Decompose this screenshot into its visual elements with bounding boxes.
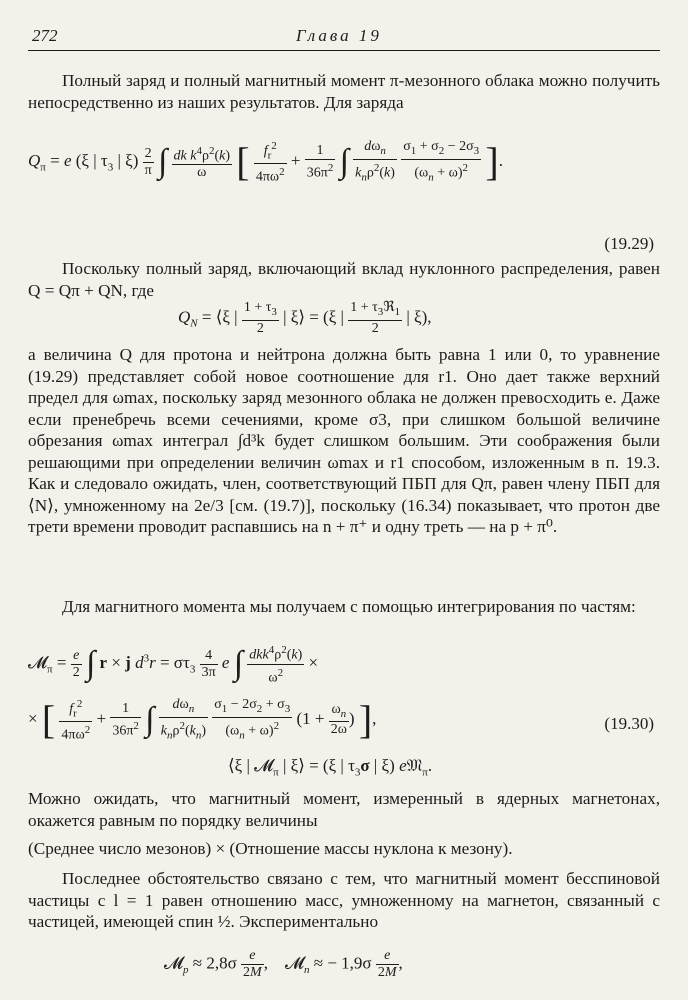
paragraph-7: Последнее обстоятельство связано с тем, что магнитный момент бесспиновой частицы с l = 1 равен отношению масс, умноженному на магнетон, связанный с частицей, имеющей спин ½. Экспериментально — [28, 869, 660, 931]
paragraph-2: Поскольку полный заряд, включающий вклад нуклонного распределения, равен Q = Qπ + QN, где — [28, 259, 660, 300]
paragraph-1: Полный заряд и полный магнитный момент π-мезонного облака можно получить непосредственно из наших результатов. Для заряда — [28, 71, 660, 112]
running-header — [28, 26, 660, 51]
equation-19-29: $Q_\pi = e$ (ξ | $\tau_3$ | ξ) $\frac{2}{\pi}$ ∫ $\frac{dk k^4\rho^2(k)}{\omega}$ [ $\frac{f_r^2}{4\pi\omega^2}$ + $\frac{1}{36\pi^2}$ ∫ $\frac{d\omega_n}{k_n\rho^2(k)}$ $\frac{\sigma_1 + \sigma_2 - 2\sigma_3}{(\omega_n + \omega)^2}$ ]. — [28, 138, 503, 186]
equation-number-19-30: (19.30) — [604, 714, 654, 733]
equation-moments: 𝓜$_p$ ≈ 2,8σ $\frac{e}{2M}$ , 𝓜$_n$ ≈ − 1,9σ $\frac{e}{2M}$ , — [164, 948, 403, 980]
paragraph-3: а величина Q для протона и нейтрона должна быть равна 1 или 0, то уравнение (19.29) представляет собой новое соотношение для r1. Оно дает также верхний предел для ωmax, поскольку заряд мезонного облака не должен превосходить e. Даже если пренебречь всеми сечениями, кроме σ3, при слишком большой величине обрезания ωmax интеграл ∫d³k будет слишком большим. Эти соображения были решающими при определении величин ωmax и r1 способом, изложенным в п. 19.3. Как и следовало ожидать, член, соответствующий ПБП для Qπ, равен члену ПБП для ⟨N⟩, умноженному на 2e/3 [см. (19.7)], поскольку (16.34) показывает, что протон две трети времени проводит распавшись на n + π⁺ и одну треть — на p + π⁰. — [28, 345, 660, 536]
page — [28, 26, 660, 980]
equation-qn: $Q_N$ = ⟨ξ | $\frac{1 + \tau_3}{2}$ | ξ⟩ = (ξ | $\frac{1 + \tau_3ℜ_1}{2}$ | ξ), — [178, 300, 432, 336]
chapter-title: Глава 19 — [296, 26, 382, 45]
equation-number-19-29: (19.29) — [604, 234, 654, 253]
paragraph-6: (Среднее число мезонов) × (Отношение массы нуклона к мезону). — [28, 839, 513, 858]
page-number: 272 — [32, 26, 58, 45]
equation-19-30: 𝓜$_\pi$ = $\frac{e}{2}$ ∫ r × j $d^3r = \sigma\tau_3$ $\frac{4}{3\pi}$ e ∫ $\frac{dkk^4\rho^2(k)}{\omega^2}$ × × [ $\frac{f_r^2}{4\pi\omega^2}$ + $\frac{1}{36\pi^2}$ ∫ $\frac{d\omega_n}{k_n\rho^2(k_n)}$ $\frac{\sigma_1 - 2\sigma_2 + \sigma_3}{(\omega_n + \omega)^2}$ (1 + $\frac{\omega_n}{2\omega}$ ) ], (19.30) ⟨ξ | 𝓜$_\pi$ | ξ⟩ = (ξ | $\tau_3\sigma$ | ξ) e𝔐$_\pi$. — [28, 644, 654, 779]
paragraph-5: Можно ожидать, что магнитный момент, измеренный в ядерных магнетонах, окажется равным по порядку величины — [28, 789, 660, 830]
paragraph-4: Для магнитного момента мы получаем с помощью интегрирования по частям: — [62, 597, 636, 616]
